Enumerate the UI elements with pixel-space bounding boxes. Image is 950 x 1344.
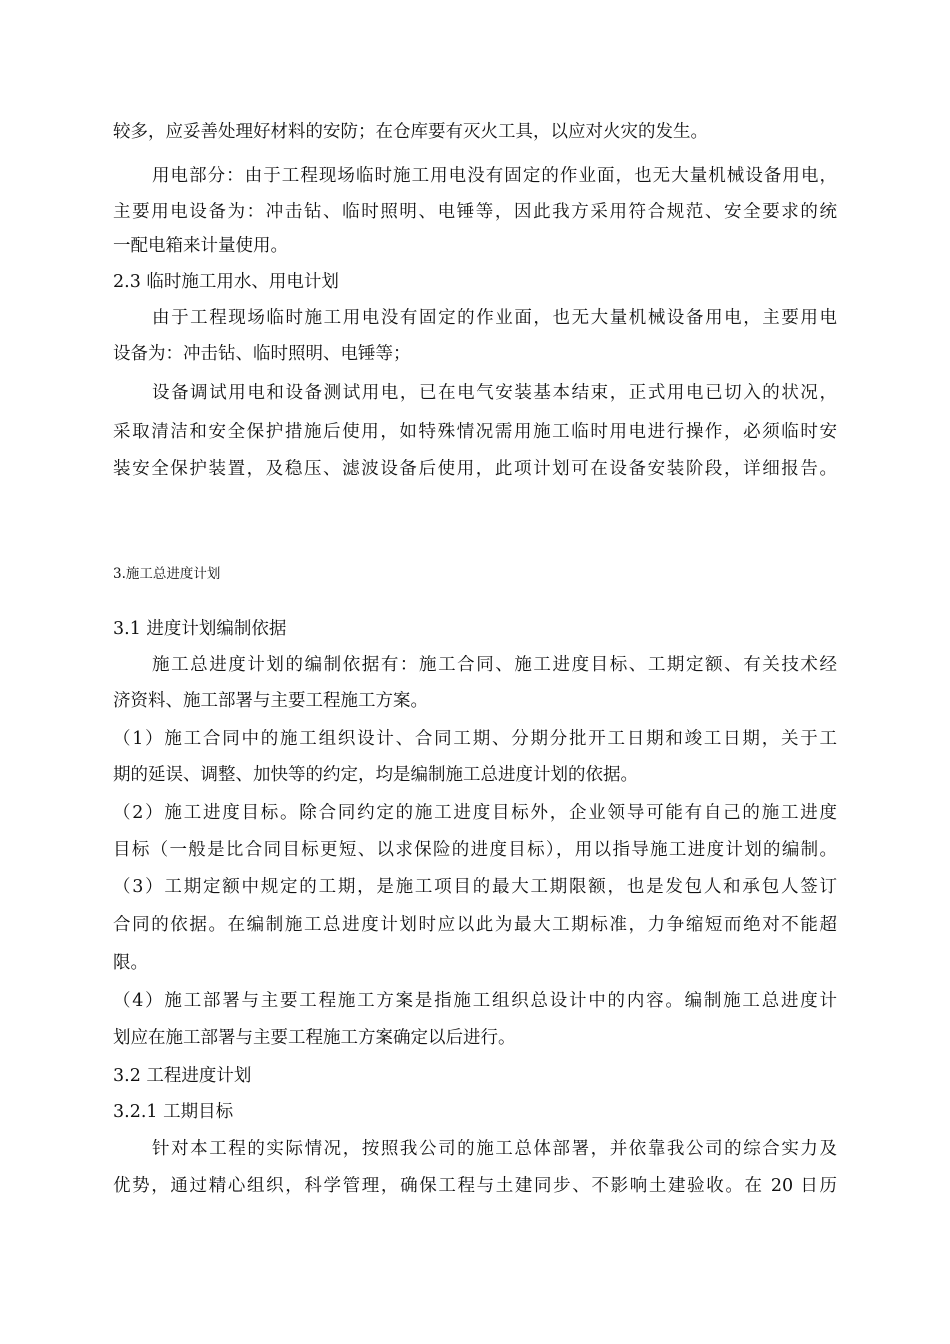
text-line: 期的延误、调整、加快等的约定，均是编制施工总进度计划的依据。: [113, 765, 638, 785]
text-line: 一配电箱来计量使用。: [113, 236, 288, 256]
text-line: 济资料、施工部署与主要工程施工方案。: [113, 691, 428, 711]
text-line: 针对本工程的实际情况，按照我公司的施工总体部署，并依靠我公司的综合实力及: [152, 1139, 837, 1159]
section-heading: 2.3 临时施工用水、用电计划: [113, 272, 339, 292]
text-line: （4）施工部署与主要工程施工方案是指施工组织总设计中的内容。编制施工总进度计: [113, 991, 837, 1011]
text-line: （2）施工进度目标。除合同约定的施工进度目标外，企业领导可能有自己的施工进度: [113, 803, 837, 823]
text-line: 采取清洁和安全保护措施后使用，如特殊情况需用施工临时用电进行操作，必须临时安: [113, 422, 837, 442]
text-line: 优势，通过精心组织，科学管理，确保工程与土建同步、不影响土建验收。在 20 日历: [113, 1176, 837, 1196]
text-line: 设备为：冲击钻、临时照明、电锤等；: [113, 344, 411, 364]
text-line: 划应在施工部署与主要工程施工方案确定以后进行。: [113, 1028, 516, 1048]
text-line: 由于工程现场临时施工用电没有固定的作业面，也无大量机械设备用电，主要用电: [152, 308, 837, 328]
text-line: 设备调试用电和设备测试用电，已在电气安装基本结束，正式用电已切入的状况，: [152, 383, 837, 403]
text-line: 用电部分：由于工程现场临时施工用电没有固定的作业面，也无大量机械设备用电，: [152, 166, 837, 186]
subsection-heading: 3.2.1 工期目标: [113, 1102, 234, 1122]
text-line: 目标（一般是比合同目标更短、以求保险的进度目标），用以指导施工进度计划的编制。: [113, 840, 837, 860]
chapter-heading: 3.施工总进度计划: [113, 566, 221, 582]
section-heading: 3.2 工程进度计划: [113, 1066, 252, 1086]
section-heading: 3.1 进度计划编制依据: [113, 619, 287, 639]
text-line: 限。: [113, 953, 148, 973]
text-line: 装安全保护装置，及稳压、滤波设备后使用，此项计划可在设备安装阶段，详细报告。: [113, 459, 837, 479]
text-line: 较多，应妥善处理好材料的安防；在仓库要有灭火工具，以应对火灾的发生。: [113, 122, 708, 142]
text-line: 合同的依据。在编制施工总进度计划时应以此为最大工期标准，力争缩短而绝对不能超: [113, 915, 837, 935]
text-line: 施工总进度计划的编制依据有：施工合同、施工进度目标、工期定额、有关技术经: [152, 655, 837, 675]
text-line: 主要用电设备为：冲击钻、临时照明、电锤等，因此我方采用符合规范、安全要求的统: [113, 202, 837, 222]
text-line: （1）施工合同中的施工组织设计、合同工期、分期分批开工日期和竣工日期，关于工: [113, 729, 837, 749]
text-line: （3）工期定额中规定的工期，是施工项目的最大工期限额，也是发包人和承包人签订: [113, 877, 837, 897]
